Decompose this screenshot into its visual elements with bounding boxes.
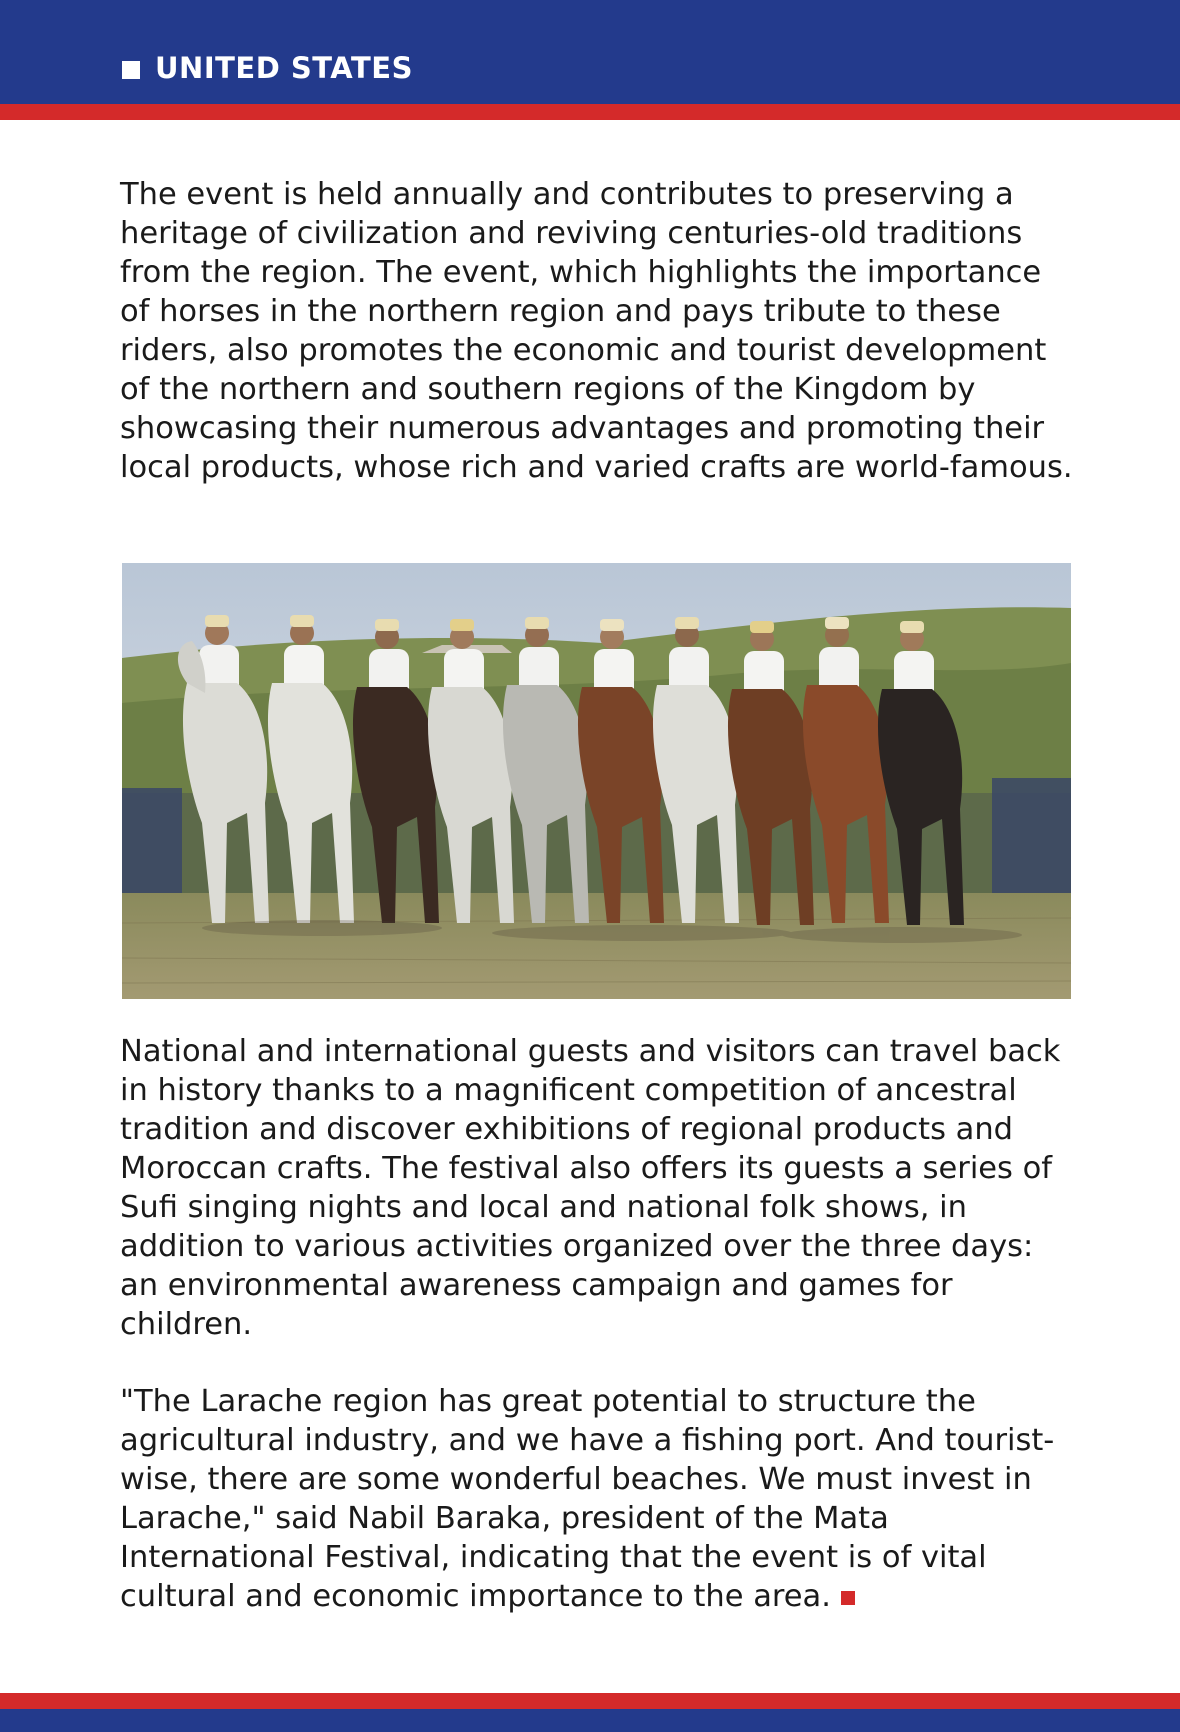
horse-riders-illustration [122,563,1071,999]
section-label: UNITED STATES [155,51,413,85]
article-paragraph-1: The event is held annually and contributes to preserving a heritage of civilization and reviving centuries-old traditions from the region. The event, which highlights the importance of horses in the northern region and pays tribute to these riders, also promotes the economic and tourist development of the northern and southern regions of the Kingdom by showcasing their numerous advantages and promoting their local products, whose rich and varied crafts are world-famous. [120,177,1073,485]
footer-band [0,1709,1180,1732]
footer-red-stripe [0,1693,1180,1709]
end-of-article-square-icon [841,1591,855,1605]
article-paragraph-2: National and international guests and visitors can travel back in history thanks to a magnificent competition of ancestral tradition and discover exhibitions of regional products and Moroccan crafts. The festival also offers its guests a series of Sufi singing nights and local and national folk shows, in addition to various activities organized over the three days: an environmental awareness campaign and games for children. [120,1034,1061,1342]
horse-riders-photo [122,563,1071,999]
article-paragraph-3-text: "The Larache region has great potential to structure the agricultural industry, and we have a fishing port. And tourist-wise, there are some wonderful beaches. We must invest in Larache," said Nabil Baraka, president of the Mata International Festival, indicating that the event is of vital cultural and economic importance to the area. [120,1384,1055,1614]
section-square-icon [122,61,140,79]
header-red-stripe [0,104,1180,120]
article-paragraph-3 [120,1382,1080,1616]
